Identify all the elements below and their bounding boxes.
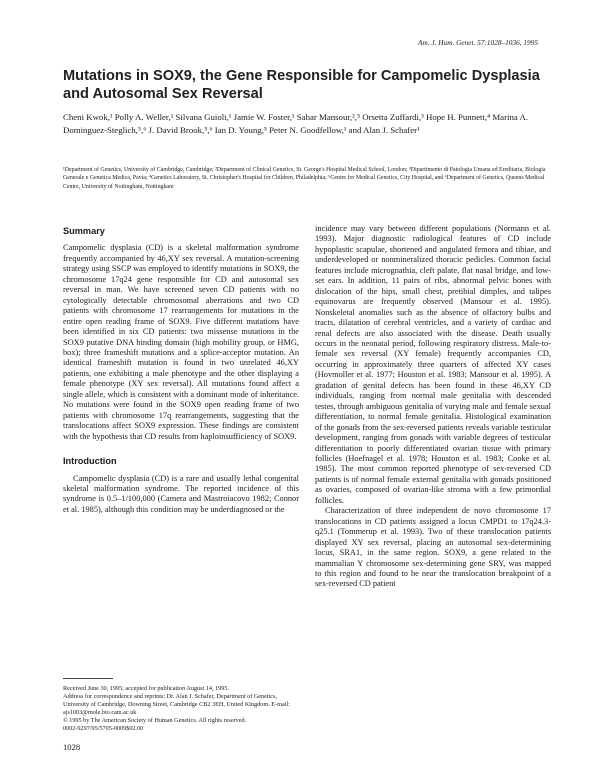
introduction-text: Campomelic dysplasia (CD) is a rare and usually lethal congenital skeletal malformation syndrome. The reported incidence of this syndrome is 0.5–1/100,000 (Camera and Mastroiacovo 1982; Connor et al. 1985), although this condition may be underdiagnosed or the	[63, 473, 299, 514]
footnote-copyright: © 1995 by The American Society of Human Genetics. All rights reserved.	[63, 717, 247, 724]
footnotes	[63, 685, 299, 733]
page-number: 1028	[63, 742, 81, 752]
article-title: Mutations in SOX9, the Gene Responsible for Campomelic Dysplasia and Autosomal Sex Reversal	[63, 68, 540, 102]
journal-running-header: Am. J. Hum. Genet. 57:1028–1036, 1995	[418, 38, 538, 47]
right-column	[315, 224, 551, 590]
summary-text: Campomelic dysplasia (CD) is a skeletal malformation syndrome frequently accompanied by 46,XY sex reversal. A mutation-screening strategy using SSCP was employed to identify mutations in SOX9, the chromosome 17q24 gene responsible for CD and autosomal sex reversal in man. We have screened seven CD patients with no cytologically detectable chromosomal aberrations and two CD patients with chromosome 17 rearrangements for mutations in the entire open reading frame of SOX9. Five different mutations have been identified in six CD patients: two missense mutations in the SOX9 putative DNA binding domain (high mobility group, or HMG, box); three frameshift mutations and a splice-acceptor mutation. An identical frameshift mutation is found in two unrelated 46,XY patients, one exhibiting a male phenotype and the other displaying a female phenotype (XY sex reversal). All mutations found affect a single allele, which is consistent with a dominant mode of inheritance. No mutations were found in the SOX9 open reading frame of two patients with chromosome 17q rearrangements, suggesting that the translocations affect SOX9 expression. These findings are consistent with the hypothesis that CD results from haploinsufficiency of SOX9.	[63, 243, 299, 441]
author-list: Cheni Kwok,¹ Polly A. Weller,¹ Silvana Guioli,¹ Jamie W. Foster,¹ Sahar Mansour,²,⁵ Orsetta Zuffardi,³ Hope H. Punnett,⁴ Marina A. Dominguez-Steglich,⁵,⁶ J. David Brook,⁵,⁶ Ian D. Young,⁵ Peter N. Goodfellow,¹ and Alan J. Schafer¹	[63, 112, 529, 135]
affiliations: ¹Department of Genetics, University of Cambridge, Cambridge; ²Department of Clinical Genetics, St. George's Hospital Medical School, London; ³Dipartimento di Patologia Umana ed Ereditaria, Biologia Generale e Genetica Medica, Pavia; ⁴Genetics Laboratory, St. Christopher's Hospital for Children, Philadelphia; ⁵Centre for Medical Genetics, City Hospital, and ⁶Department of Genetics, Queens Medical Centre, University of Nottingham, Nottingham	[63, 167, 546, 190]
introduction-section	[63, 456, 299, 515]
left-column	[63, 226, 299, 515]
right-paragraph-2: Characterization of three independent de novo chromosome 17 translocations in CD patients assigned a locus CMPD1 to 17q24.3-q25.1 (Tommerup et al. 1993). Two of these translocation patients displayed XY sex reversal, placing an autosomal sex-determining locus, SRA1, in the same region. SOX9, a gene related to the mammalian Y chromosome sex-determining gene SRY, was mapped to this region and found to be near the translocation breakpoint of a sex-reversed CD patient	[315, 506, 551, 589]
footnote-issn: 0002-9297/95/5705-0009$02.00	[63, 725, 144, 732]
summary-section	[63, 226, 299, 442]
footnote-address: Address for correspondence and reprints: Dr. Alan J. Schafer, Department of Genetics, University of Cambridge, Downing Street, Cambridge CB2 3EH, United Kingdom. E-mail: ajs1003@mole.bio.cam.ac.uk	[63, 693, 290, 716]
right-paragraph-1: incidence may vary between different populations (Normann et al. 1993). Major diagnostic radiological features of CD include hypoplastic scapulae, shortened and angulated femora and tibiae, and underdeveloped or nonmineralized thoracic pedicles. Common facial features include micrognathia, cleft palate, flat nasal bridge, and low-set ears. In addition, 11 pairs of ribs, abnormal pelvic bones with dislocation of the hips, small chest, pretibial dimples, and talipes equinovarus are frequently observed (Mansour et al. 1995). Nonskeletal anomalies such as the absence of olfactory bulbs and tracts, dilatation of cerebral ventricles, and a variety of cardiac and renal defects are also associated with the disease. Death usually occurs in the neonatal period, following respiratory distress. Male-to-female sex reversal (XY female) frequently accompanies CD, occurring in approximately three quarters of affected XY cases (Hovmoller et al. 1977; Houston et al. 1983; Mansour et al. 1995). A gradation of genital defects has been found in these 46,XY CD individuals, ranging from normal male genitalia with descended testes, through ambiguous genitalia of varying male and female sexual differentiation, to normal female genitalia. Histological examination of the gonads from the sex-reversed patients reveals variable testicular development, ranging from gonads with variable degrees of testicular differentiation to poorly differentiated ovarian tissue with primary follicles (Hoefnagel et al. 1978; Houston et al. 1983; Cooke et al. 1985). The most common reported phenotype of sex-reversed CD patients is of normal female external genitalia with gonads positioned as ovaries, composed of ovarian-like stroma with a few primordial follicles.	[315, 224, 551, 505]
footnote-rule	[63, 678, 113, 679]
footnote-received: Received June 30, 1995; accepted for publication August 14, 1995.	[63, 685, 229, 692]
introduction-heading: Introduction	[63, 456, 117, 467]
summary-heading: Summary	[63, 226, 105, 236]
